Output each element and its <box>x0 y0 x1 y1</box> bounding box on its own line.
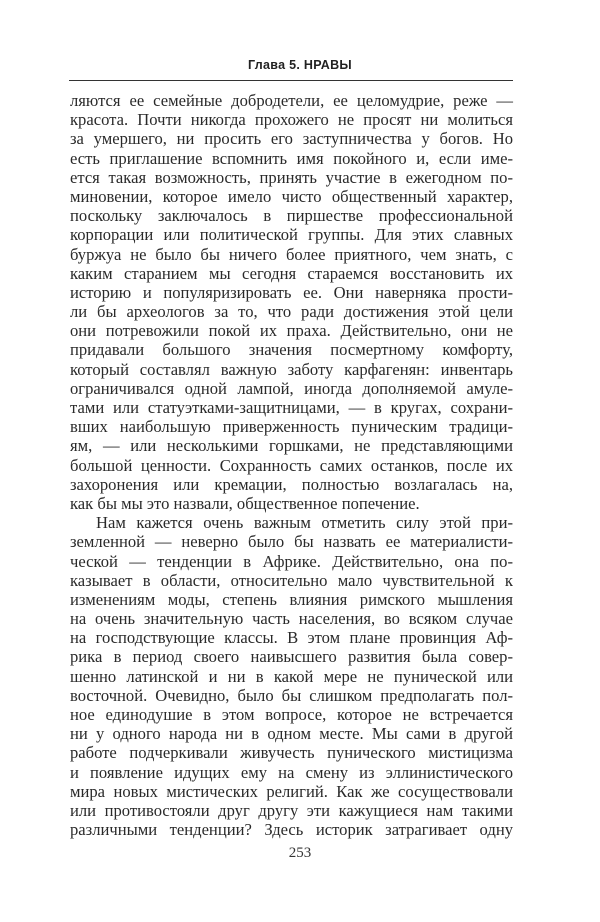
header-rule <box>69 80 513 81</box>
text-line: ни у одного народа ни в одном месте. Мы сами в другой <box>70 724 513 744</box>
text-line: ляются ее семейные добродетели, ее целомудрие, реже — <box>70 91 513 110</box>
text-line: корпорации или политической группы. Для этих славных <box>70 225 513 245</box>
text-line: ется такая возможность, принять участие в ежегодном по- <box>70 167 513 187</box>
body-text <box>70 91 513 839</box>
text-line: тами или статуэтками-защитницами, — в кругах, сохрани- <box>70 398 513 417</box>
running-header: Глава 5. НРАВЫ <box>248 58 352 72</box>
text-line: миновении, которое имело чисто общественный характер, <box>70 186 513 206</box>
text-line: буржуа не было бы ничего более приятного, чем знать, с <box>70 244 513 264</box>
text-line: ческой — тенденции в Африке. Действительно, она по- <box>70 551 513 571</box>
paragraph <box>70 513 513 839</box>
text-line: придавали большого значения посмертному комфорту, <box>70 340 513 360</box>
text-line: захоронения или кремации, полностью возлагалась на, <box>70 474 513 494</box>
text-line: на господствующие классы. В этом плане провинция Аф- <box>70 628 513 648</box>
text-line: восточной. Очевидно, было бы слишком предполагать пол- <box>70 685 513 705</box>
text-line: Нам кажется очень важным отметить силу этой при- <box>96 513 513 533</box>
text-line: рика в период своего наивысшего развития была совер- <box>70 647 513 667</box>
text-line: поскольку заключалось в пиршестве профессиональной <box>70 206 513 226</box>
text-line: различными тенденции? Здесь историк затрагивает одну <box>70 820 513 840</box>
text-line: ли бы археологов за то, что ради достижения этой цели <box>70 302 513 322</box>
text-line: они потревожили покой их праха. Действительно, они не <box>70 321 513 341</box>
text-line: ограничивался одной лампой, иногда дополняемой амуле- <box>70 378 513 398</box>
paragraph <box>70 91 513 513</box>
text-line: работе подчеркивали живучесть пунического мистицизма <box>70 743 513 763</box>
text-line: как бы мы это назвали, общественное попечение. <box>70 493 420 513</box>
text-line: шенно латинской и ни в какой мере не пунической или <box>70 666 513 686</box>
text-line: на очень значительную часть населения, во всяком случае <box>70 609 513 629</box>
text-line: изменениям моды, степень влияния римского мышления <box>70 589 513 609</box>
text-line: красота. Почти никогда прохожего не просят ни молиться <box>70 110 513 130</box>
text-line: и появление идущих ему на смену из эллинистического <box>70 762 513 782</box>
page-number: 253 <box>288 845 312 861</box>
text-line: земленной — неверно было бы назвать ее материалисти- <box>70 532 513 552</box>
text-line: казывает в области, относительно мало чувствительной к <box>70 570 513 590</box>
text-line: который составлял важную заботу карфагенян: инвентарь <box>70 359 513 379</box>
text-line: ям, — или несколькими горшками, не представляющими <box>70 436 513 456</box>
text-line: большой ценности. Сохранность самих останков, после их <box>70 455 513 475</box>
text-line: или противостояли друг другу эти кажущиеся нам такими <box>70 800 513 820</box>
text-line: за умершего, ни просить его заступничества у богов. Но <box>70 129 513 149</box>
text-line: есть приглашение вспомнить имя покойного и, если име- <box>70 148 513 168</box>
text-line: каким старанием мы сегодня стараемся восстановить их <box>70 263 513 283</box>
text-line: вших наибольшую приверженность пуническим традици- <box>70 417 513 437</box>
text-line: ное единодушие в этом вопросе, которое не встречается <box>70 705 513 724</box>
text-line: мира новых мистических религий. Как же сосуществовали <box>70 781 513 801</box>
text-line: историю и популяризировать ее. Они наверняка прости- <box>70 282 513 302</box>
